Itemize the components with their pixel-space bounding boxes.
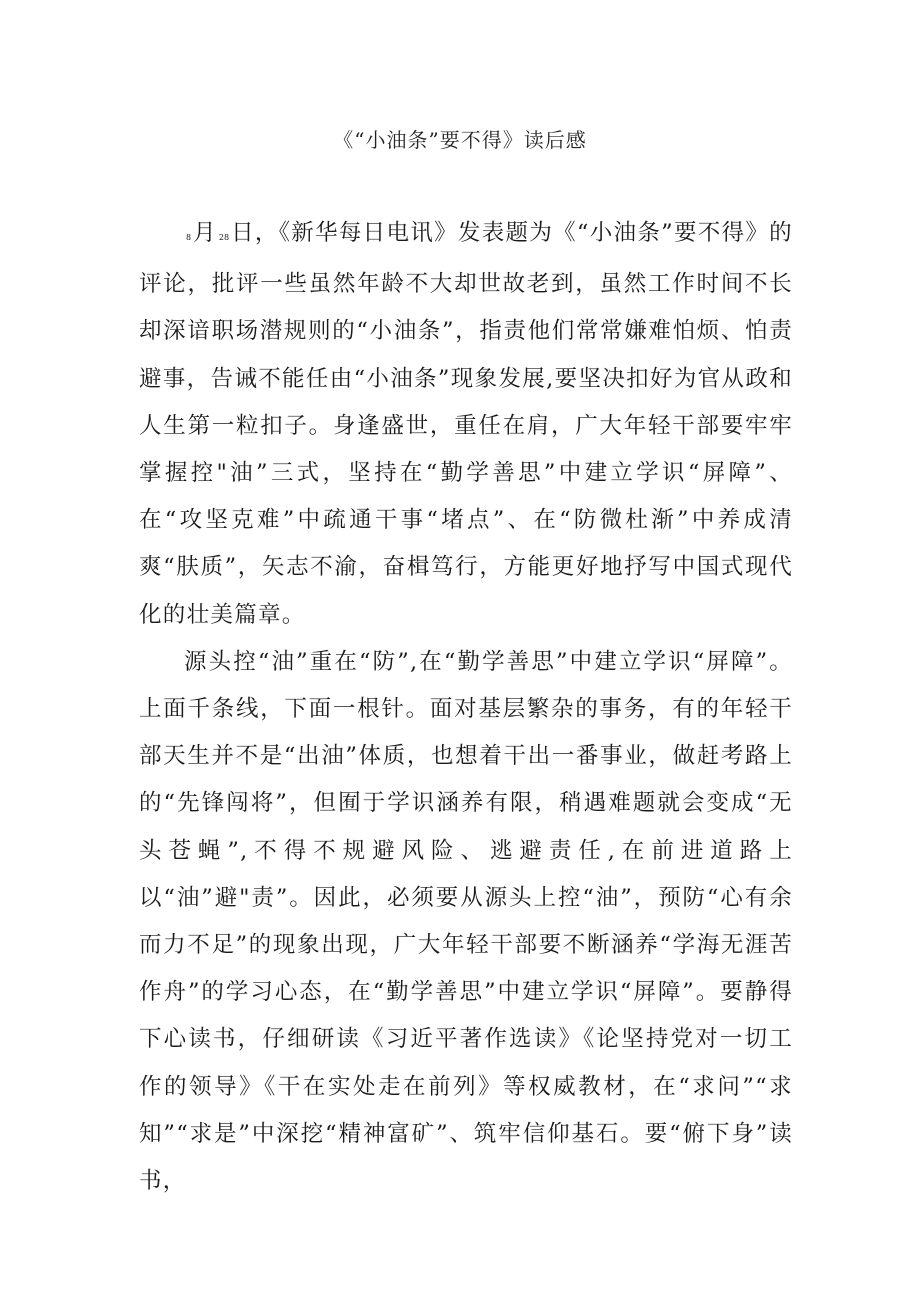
paragraph-1 [139,210,793,639]
month-unit: 月 [193,220,217,246]
paragraph-1-text: 日，《新华每日电讯》发表题为《“小油条”要不得》的评论，批评一些虽然年龄不大却世故老到，虽然工作时间不长却深谙职场潜规则的“小油条”，指责他们常常嫌难怕烦、怕责避事，告诫不能任由“小油条”现象发展,要坚决扣好为官从政和人生第一粒扣子。身逢盛世，重任在肩，广大年轻干部要牢牢掌握控"油”三式，坚持在“勤学善思”中建立学识“屏障”、在“攻坚克难”中疏通干事“堵点”、在“防微杜渐”中养成清爽“肤质”，矢志不渝，奋楫笃行，方能更好地抒写中国式现代化的壮美篇章。 [139,220,793,628]
document-title: 《“小油条”要不得》读后感 [333,128,587,152]
document-body [139,210,793,1205]
paragraph-2: 源头控“油”重在“防”,在“勤学善思”中建立学识“屏障”。上面千条线，下面一根针。面对基层繁杂的事务，有的年轻干部天生并不是“出油”体质，也想着干出一番事业，做赶考路上的“先锋闯将”，但囿于学识涵养有限，稍遇难题就会变成“无头苍蝇”,不得不规避风险、逃避责任,在前进道路上以“油”避"责”。因此，必须要从源头上控“油”，预防“心有余而力不足”的现象出现，广大年轻干部要不断涵养“学海无涯苦作舟”的学习心态，在“勤学善思”中建立学识“屏障”。要静得下心读书，仔细研读《习近平著作选读》《论坚持党对一切工作的领导》《干在实处走在前列》等权威教材，在“求问”“求知”“求是”中深挖“精神富矿”、筑牢信仰基石。要“俯下身”读书， [139,648,793,1195]
day-number: 28 [218,233,230,242]
month-number: 8 [186,233,192,242]
